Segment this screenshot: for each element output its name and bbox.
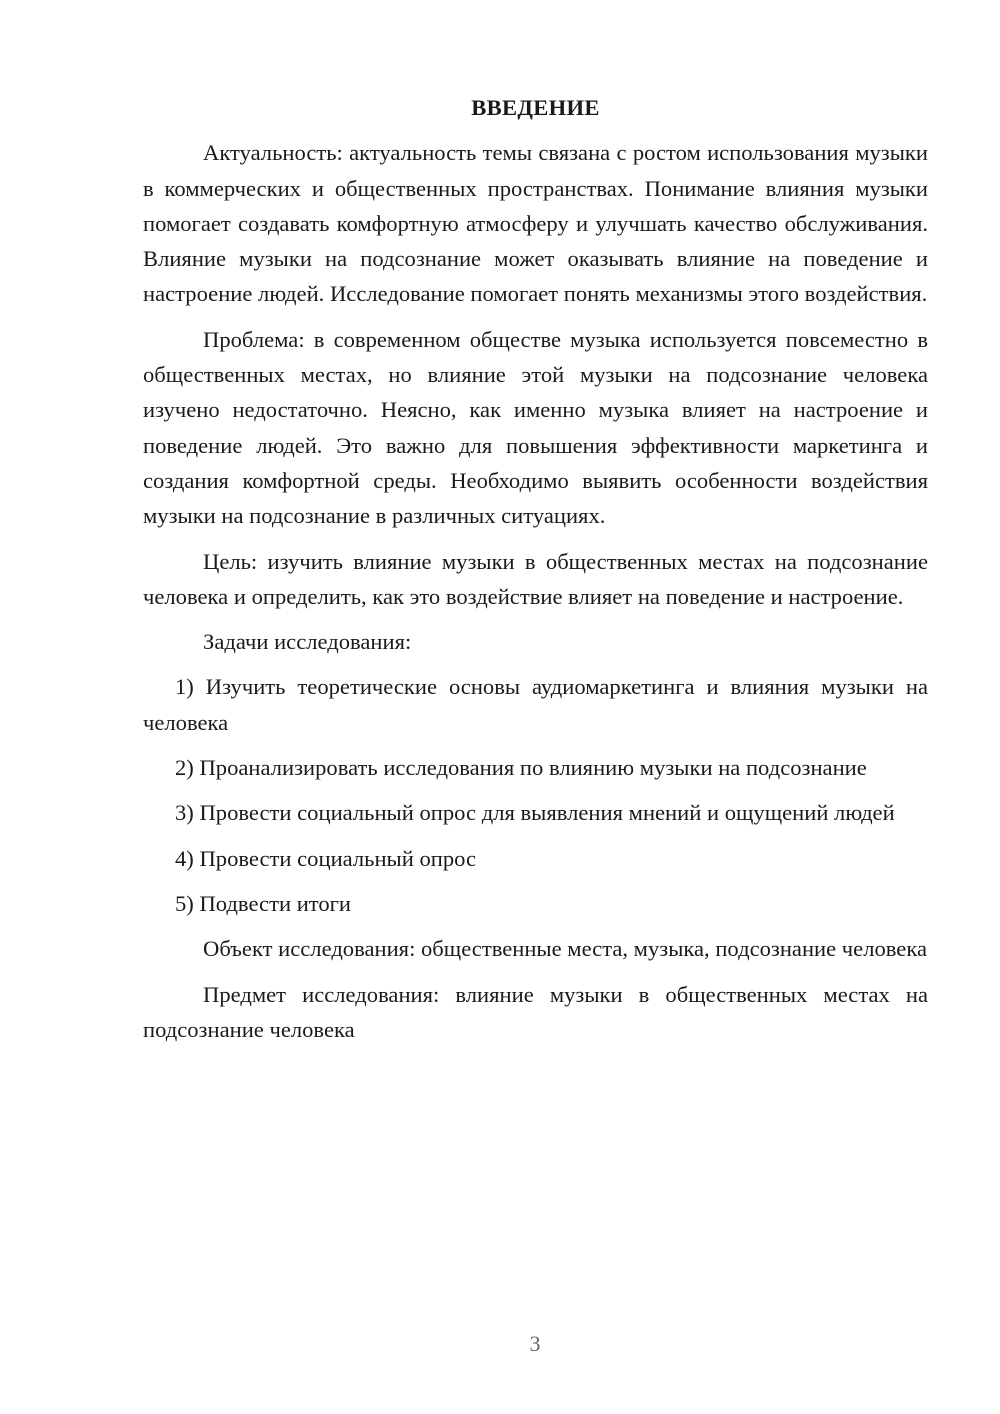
goal-paragraph: Цель: изучить влияние музыки в общественных местах на подсознание человека и определить, как это воздействие влияет на поведение и настроение.	[143, 548, 928, 609]
object-paragraph: Объект исследования: общественные места, музыка, подсознание человека	[203, 936, 927, 962]
task-item-3: 3) Провести социальный опрос для выявления мнений и ощущений людей	[175, 800, 895, 826]
page-number: 3	[529, 1331, 541, 1356]
subject-paragraph: Предмет исследования: влияние музыки в общественных местах на подсознание человека	[143, 981, 928, 1042]
relevance-paragraph: Актуальность: актуальность темы связана с ростом использования музыки в коммерческих и общественных пространствах. Понимание влияния музыки помогает создавать комфортную атмосферу и улучшать качество обслуживания. Влияние музыки на подсознание может оказывать влияние на поведение и настроение людей. Исследование помогает понять механизмы этого воздействия.	[143, 140, 928, 307]
task-item-2: 2) Проанализировать исследования по влиянию музыки на подсознание	[175, 755, 867, 781]
page-content	[143, 90, 928, 1057]
section-title: ВВЕДЕНИЕ	[471, 95, 600, 120]
task-item-1: 1) Изучить теоретические основы аудиомаркетинга и влияния музыки на человека	[143, 674, 928, 735]
task-item-5: 5) Подвести итоги	[175, 890, 352, 916]
tasks-heading: Задачи исследования:	[203, 629, 412, 655]
problem-paragraph: Проблема: в современном обществе музыка используется повсеместно в общественных местах, но влияние этой музыки на подсознание человека изучено недостаточно. Неясно, как именно музыка влияет на настроение и поведение людей. Это важно для повышения эффективности маркетинга и создания комфортной среды. Необходимо выявить особенности воздействия музыки на подсознание в различных ситуациях.	[143, 326, 928, 529]
task-item-4: 4) Провести социальный опрос	[175, 845, 477, 871]
